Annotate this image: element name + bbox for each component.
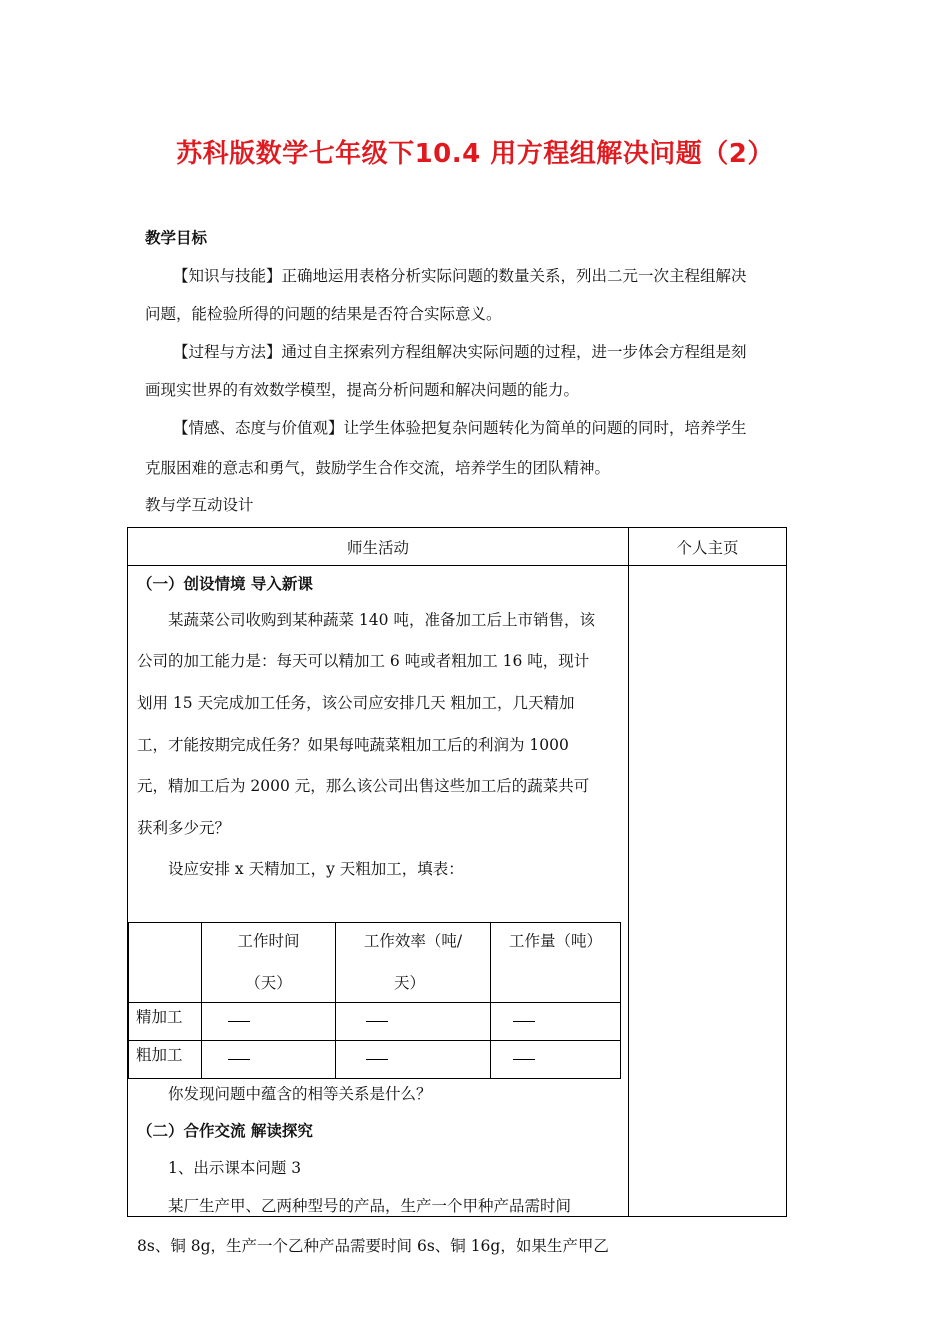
blank-line: [228, 1021, 250, 1022]
row-label-fine-text: 精加工: [136, 1008, 183, 1026]
efficiency-header-line-1: 工作效率（吨/: [363, 932, 463, 950]
knowledge-line-1: 【知识与技能】正确地运用表格分析实际问题的数量关系，列出二元一次主程组解决: [173, 267, 747, 285]
personal-cell[interactable]: [629, 566, 787, 1217]
lesson-table: [127, 527, 787, 1255]
blank-cell[interactable]: [491, 1003, 621, 1041]
item1-line: 1、出示课本问题 3: [168, 1159, 302, 1177]
col-header-personal: 个人主页: [629, 528, 787, 566]
problem-line: 划用 15 天完成加工任务，该公司应安排几天 粗加工，几天精加: [137, 694, 575, 712]
design-heading: 教与学互动设计: [145, 496, 254, 514]
row-label-rough: [129, 1041, 202, 1079]
problem-line: 获利多少元？: [137, 819, 231, 837]
time-header-line-2: （天）: [245, 974, 292, 992]
process-line-2: 画现实世界的有效数学模型，提高分析问题和解决问题的能力。: [145, 381, 580, 399]
efficiency-header-line-2: 天）: [394, 974, 426, 992]
blank-cell[interactable]: [202, 1003, 336, 1041]
blank-cell[interactable]: [336, 1003, 491, 1041]
setup-line: 设应安排 x 天精加工，y 天粗加工，填表：: [168, 860, 464, 878]
fill-in-table: [128, 922, 621, 1079]
objectives-heading: 教学目标: [145, 228, 208, 247]
activities-cell: [128, 566, 629, 1255]
problem-line: 元，精加工后为 2000 元，那么该公司出售这些加工后的蔬菜共可: [137, 777, 590, 795]
blank-line: [366, 1021, 388, 1022]
problem-line: 公司的加工能力是：每天可以精加工 6 吨或者粗加工 16 吨，现计: [137, 652, 590, 670]
problem-line: 某蔬菜公司收购到某种蔬菜 140 吨，准备加工后上市销售，该: [168, 611, 595, 629]
blank-line: [366, 1059, 388, 1060]
blank-cell[interactable]: [491, 1041, 621, 1079]
row-label-fine: [129, 1003, 202, 1041]
blank-cell[interactable]: [336, 1041, 491, 1079]
page-title: 苏科版数学七年级下10.4 用方程组解决问题（2）: [176, 139, 774, 169]
section1-heading: （一）创设情境 导入新课: [137, 574, 313, 593]
blank-line: [513, 1059, 535, 1060]
blank-line: [228, 1059, 250, 1060]
section2-heading: （二）合作交流 解读探究: [137, 1121, 313, 1140]
blank-cell[interactable]: [202, 1041, 336, 1079]
knowledge-line-2: 问题，能检验所得的问题的结果是否符合实际意义。: [145, 305, 502, 323]
inner-header-efficiency: [336, 923, 491, 1003]
workload-header: 工作量（吨）: [508, 932, 602, 950]
emotion-line-2: 克服困难的意志和勇气，鼓励学生合作交流，培养学生的团队精神。: [145, 459, 611, 477]
blank-line: [513, 1021, 535, 1022]
inner-header-time: [202, 923, 336, 1003]
problem3-line-1: 某厂生产甲、乙两种型号的产品，生产一个甲种产品需时间: [168, 1197, 572, 1215]
col-header-activities: 师生活动: [128, 528, 629, 566]
time-header-line-1: 工作时间: [237, 932, 300, 950]
inner-corner-cell: [129, 923, 202, 1003]
process-line-1: 【过程与方法】通过自主探索列方程组解决实际问题的过程，进一步体会方程组是刻: [173, 343, 747, 361]
question-line: 你发现问题中蕴含的相等关系是什么？: [168, 1085, 432, 1103]
problem-line: 工，才能按期完成任务？如果每吨蔬菜粗加工后的利润为 1000: [137, 736, 569, 754]
row-label-rough-text: 粗加工: [136, 1046, 183, 1064]
problem3-line-2: 8s、铜 8g，生产一个乙种产品需要时间 6s、铜 16g，如果生产甲乙: [137, 1237, 609, 1255]
emotion-line-1: 【情感、态度与价值观】让学生体验把复杂问题转化为简单的问题的同时，培养学生: [173, 419, 747, 437]
inner-header-workload: [491, 923, 621, 1003]
